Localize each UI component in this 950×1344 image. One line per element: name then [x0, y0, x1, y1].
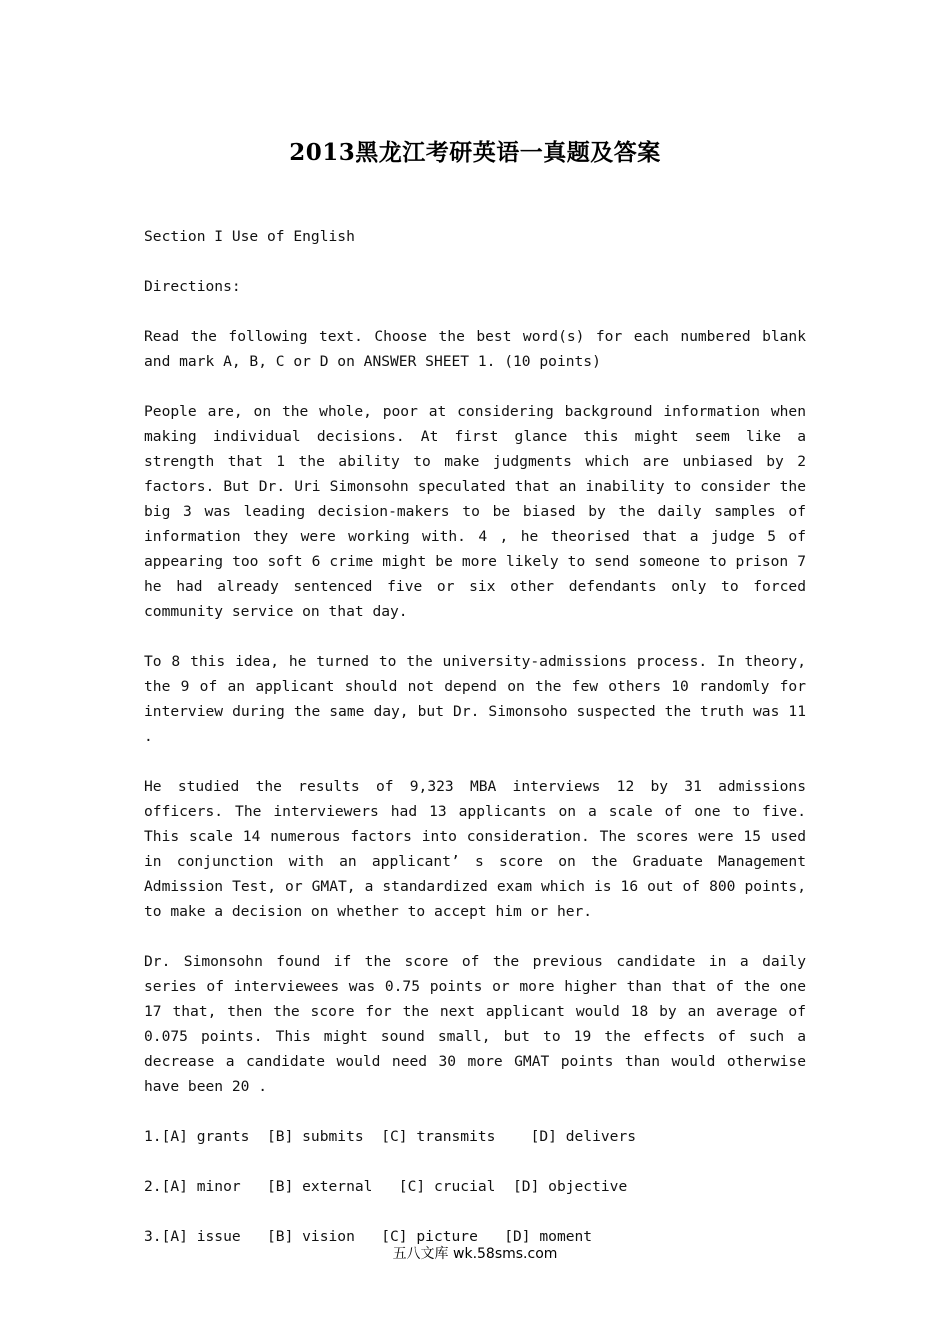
option-line: 2.[A] minor [B] external [C] crucial [D] objective: [144, 1178, 628, 1195]
passage-paragraph: To 8 this idea, he turned to the university-admissions process. In theory, the 9 of an applicant should not depend on the few others 10 randomly for interview during the same day, but Dr. Simonsoho suspected the truth was 11 .: [144, 653, 806, 745]
page-title: 2013黑龙江考研英语一真题及答案: [289, 139, 661, 166]
passage-paragraph: He studied the results of 9,323 MBA interviews 12 by 31 admissions officers. The interviewers had 13 applicants on a scale of one to five. This scale 14 numerous factors into consideration. The scores were 15 used in conjunction with an applicant’ s score on the Graduate Management Admission Test, or GMAT, a standardized exam which is 16 out of 800 points, to make a decision on whether to accept him or her.: [144, 778, 806, 920]
passage-paragraph: People are, on the whole, poor at considering background information when making individual decisions. At first glance this might seem like a strength that 1 the ability to make judgments which are unbiased by 2 factors. But Dr. Uri Simonsohn speculated that an inability to consider the big 3 was leading decision-makers to be biased by the daily samples of information they were working with. 4 , he theorised that a judge 5 of appearing too soft 6 crime might be more likely to send someone to prison 7 he had already sentenced five or six other defendants only to forced community service on that day.: [144, 403, 806, 620]
directions-label: Directions:: [144, 278, 241, 295]
option-line: 1.[A] grants [B] submits [C] transmits [D] delivers: [144, 1128, 637, 1145]
footer-watermark: 五八文库 wk.58sms.com: [392, 1246, 558, 1262]
directions-text: Read the following text. Choose the best word(s) for each numbered blank and mark A, B, C or D on ANSWER SHEET 1. (10 points): [144, 328, 806, 370]
option-line: 3.[A] issue [B] vision [C] picture [D] moment: [144, 1228, 593, 1245]
document-body: [144, 224, 806, 1274]
passage-paragraph: Dr. Simonsohn found if the score of the previous candidate in a daily series of interviewees was 0.75 points or more higher than that of the one 17 that, then the score for the next applicant would 18 by an average of 0.075 points. This might sound small, but to 19 the effects of such a decrease a candidate would need 30 more GMAT points than would otherwise have been 20 .: [144, 953, 806, 1095]
section-heading: Section I Use of English: [144, 228, 355, 245]
